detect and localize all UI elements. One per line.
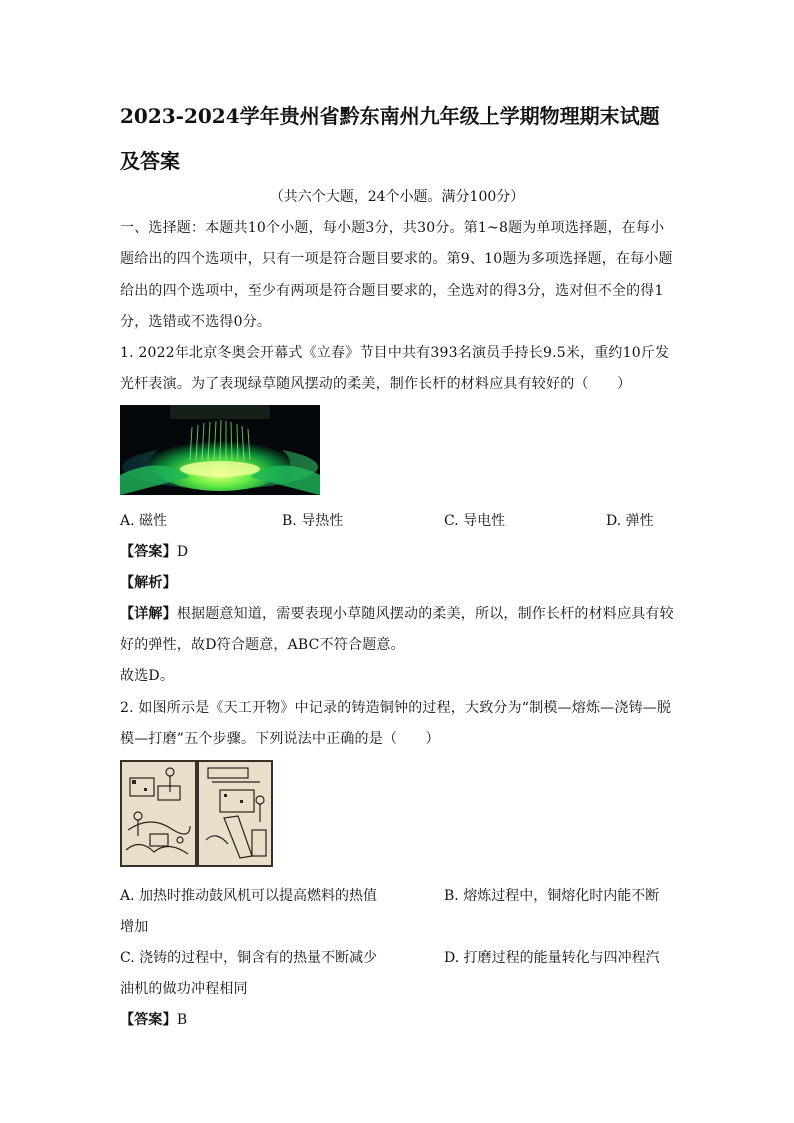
q1-conclusion: 故选D。 xyxy=(120,668,175,684)
q2-answer-value: B xyxy=(176,1012,188,1028)
q2-option-b-line-1: B. 熔炼过程中，铜熔化时内能不断 xyxy=(444,888,660,904)
q2-line-1: 2. 如图所示是《天工开物》中记录的铸造铜钟的过程，大致分为“制模—熔炼—浇铸—脱 xyxy=(120,700,672,716)
q1-answer xyxy=(120,541,188,561)
q1-option-b: B. 导热性 xyxy=(282,513,344,529)
section1-line-1: 一、选择题：本题共10个小题，每小题3分，共30分。第1~8题为单项选择题，在每小 xyxy=(120,220,665,236)
q2-option-d-line-1: D. 打磨过程的能量转化与四冲程汽 xyxy=(444,950,660,966)
q1-line-2: 光杆表演。为了表现绿草随风摆动的柔美，制作长杆的材料应具有较好的（ ） xyxy=(120,376,632,392)
q2-option-c: C. 浇铸的过程中，铜含有的热量不断减少 xyxy=(120,950,378,966)
q2-option-b-line-2: 增加 xyxy=(120,919,149,935)
q1-option-a: A. 磁性 xyxy=(120,513,168,529)
q1-option-c: C. 导电性 xyxy=(444,513,506,529)
doc-title-line2: 及答案 xyxy=(120,149,180,173)
doc-title-line1: 2023-2024学年贵州省黔东南州九年级上学期物理期末试题 xyxy=(120,104,660,128)
q1-detail-line-1 xyxy=(120,603,674,623)
q1-detail-line-2: 好的弹性，故D符合题意，ABC不符合题意。 xyxy=(120,637,405,653)
stage-performance-image xyxy=(120,405,320,495)
section1-line-2: 题给出的四个选项中，只有一项是符合题目要求的。第9、10题为多项选择题，在每小题 xyxy=(120,251,673,267)
woodblock-image xyxy=(120,760,273,867)
q2-answer xyxy=(120,1009,187,1029)
doc-subtitle: （共六个大题，24个小题。满分100分） xyxy=(269,189,525,205)
q1-analysis-label: 【解析】 xyxy=(120,575,177,591)
q1-line-1: 1. 2022年北京冬奥会开幕式《立春》节目中共有393名演员手持长9.5米，重约10斤发 xyxy=(120,345,670,361)
q1-detail-label: 【详解】 xyxy=(120,606,177,622)
q2-line-2: 模—打磨”五个步骤。下列说法中正确的是（ ） xyxy=(120,731,440,747)
q1-detail-text-1: 根据题意知道，需要表现小草随风摆动的柔美，所以，制作长杆的材料应具有较 xyxy=(176,606,674,622)
stage-performance-photo xyxy=(120,405,320,495)
q2-answer-label: 【答案】 xyxy=(120,1012,177,1028)
q2-option-a: A. 加热时推动鼓风机可以提高燃料的热值 xyxy=(120,888,378,904)
q1-answer-label: 【答案】 xyxy=(120,544,177,560)
section1-line-3: 给出的四个选项中，至少有两项是符合题目要求的，全选对的得3分，选对但不全的得1 xyxy=(120,283,664,299)
section1-line-4: 分，选错或不选得0分。 xyxy=(120,314,272,330)
q1-answer-value: D xyxy=(176,544,189,560)
q1-option-d: D. 弹性 xyxy=(606,513,654,529)
woodblock-illustration xyxy=(120,760,273,867)
q2-option-d-line-2: 油机的做功冲程相同 xyxy=(120,981,248,997)
